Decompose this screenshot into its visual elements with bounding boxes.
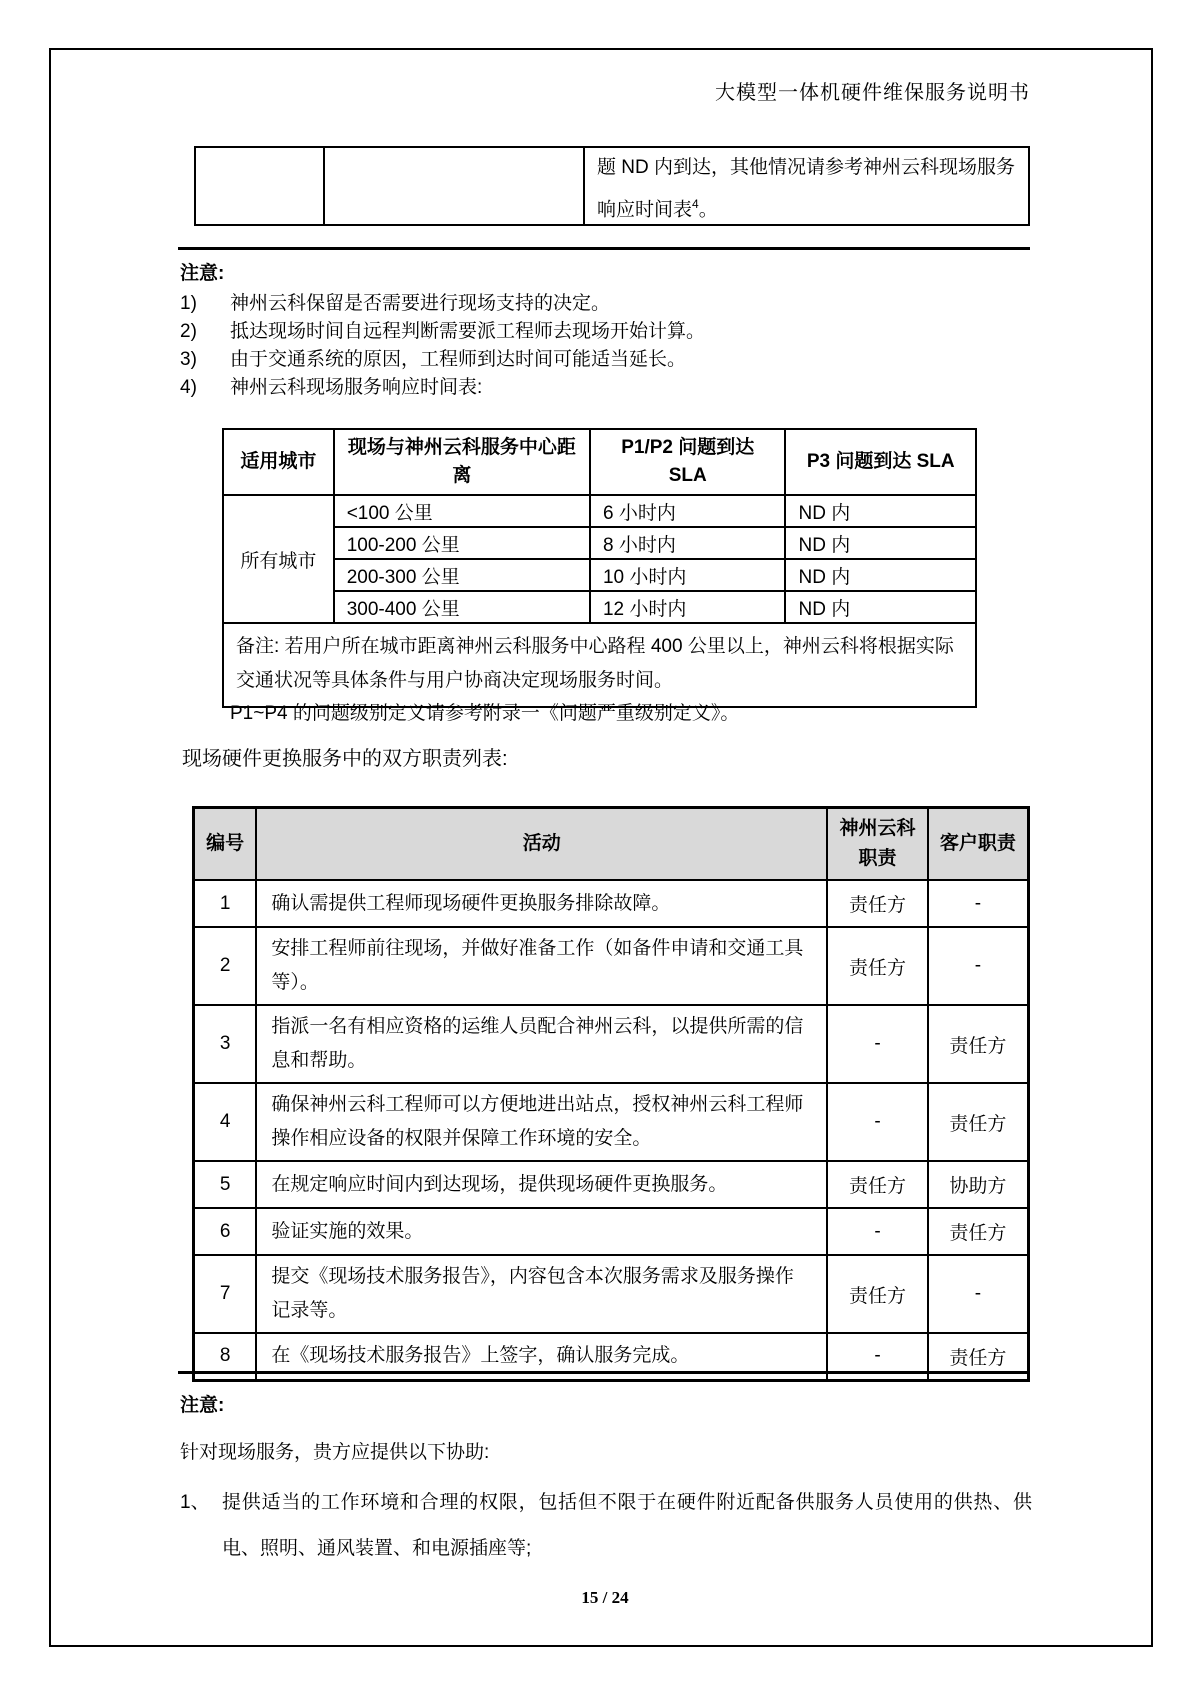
footnote-ref: 4	[692, 197, 699, 211]
severity-definition-note: P1~P4 的问题级别定义请参考附录一《问题严重级别定义》。	[230, 703, 740, 724]
cell-p12: 8 小时内	[590, 527, 786, 559]
sla-response-time-table	[222, 428, 977, 708]
header-no: 编号	[194, 808, 257, 881]
table-cell-empty	[325, 148, 585, 224]
table-cell-empty	[196, 148, 325, 224]
cell-no: 3	[194, 1005, 257, 1083]
table-row	[194, 1083, 1029, 1161]
section-divider	[178, 247, 1030, 250]
table-header-row	[194, 808, 1029, 881]
section-divider	[178, 1371, 1030, 1374]
table-row	[223, 591, 976, 623]
responsibilities-table	[192, 806, 1030, 1382]
cell-customer: 协助方	[928, 1161, 1029, 1208]
list-marker: 3)	[180, 349, 197, 370]
table-row	[194, 1005, 1029, 1083]
notes-bottom-intro: 针对现场服务，贵方应提供以下协助:	[180, 1442, 490, 1463]
footer-current-page: 15	[581, 1588, 599, 1607]
cell-p3: ND 内	[785, 527, 976, 559]
cell-no: 6	[194, 1208, 257, 1255]
list-text: 提供适当的工作环境和合理的权限，包括但不限于在硬件附近配备供服务人员使用的供热、供电、照明、通风装置、和电源插座等;	[222, 1492, 1032, 1559]
list-marker: 4)	[180, 377, 197, 398]
cell-customer: 责任方	[928, 1005, 1029, 1083]
cell-p3: ND 内	[785, 559, 976, 591]
section-title: 现场硬件更换服务中的双方职责列表:	[182, 748, 508, 770]
header-p12-sla: P1/P2 问题到达 SLA	[590, 429, 786, 495]
cell-vendor: -	[827, 1333, 928, 1380]
note-item	[180, 346, 686, 374]
fragment-suffix: 。	[698, 199, 718, 221]
list-text: 神州云科保留是否需要进行现场支持的决定。	[230, 293, 611, 314]
note-item	[180, 1480, 1032, 1572]
cell-distance: 200-300 公里	[334, 559, 590, 591]
header-activity: 活动	[256, 808, 827, 881]
table-row	[194, 1161, 1029, 1208]
cell-no: 5	[194, 1161, 257, 1208]
cell-vendor: -	[827, 1208, 928, 1255]
cell-activity: 安排工程师前往现场，并做好准备工作（如备件申请和交通工具等）。	[256, 927, 827, 1005]
carryover-table-fragment	[194, 146, 1030, 226]
header-distance: 现场与神州云科服务中心距离	[334, 429, 590, 495]
list-text: 抵达现场时间自远程判断需要派工程师去现场开始计算。	[230, 321, 706, 342]
cell-city: 所有城市	[223, 495, 334, 623]
cell-customer: -	[928, 927, 1029, 1005]
cell-customer: 责任方	[928, 1333, 1029, 1380]
document-header-title: 大模型一体机硬件维保服务说明书	[715, 82, 1030, 104]
cell-activity: 提交《现场技术服务报告》，内容包含本次服务需求及服务操作记录等。	[256, 1255, 827, 1333]
notes-bottom-label: 注意:	[180, 1395, 225, 1416]
table-remark-row	[223, 623, 976, 707]
cell-activity: 确保神州云科工程师可以方便地进出站点，授权神州云科工程师操作相应设备的权限并保障工作环境的安全。	[256, 1083, 827, 1161]
cell-customer: 责任方	[928, 1083, 1029, 1161]
header-city: 适用城市	[223, 429, 334, 495]
list-marker: 2)	[180, 321, 197, 342]
footer-total-pages: 24	[611, 1588, 629, 1607]
cell-no: 2	[194, 927, 257, 1005]
note-item	[180, 318, 705, 346]
header-vendor-duty: 神州云科职责	[827, 808, 928, 881]
cell-activity: 确认需提供工程师现场硬件更换服务排除故障。	[256, 880, 827, 927]
fragment-text: 题 ND 内到达，其他情况请参考神州云科现场服务响应时间表	[597, 157, 1016, 221]
cell-vendor: 责任方	[827, 1255, 928, 1333]
header-p3-sla: P3 问题到达 SLA	[785, 429, 976, 495]
footer-separator: /	[602, 1588, 608, 1607]
notes-top-label: 注意:	[180, 263, 225, 284]
note-item	[180, 374, 482, 402]
table-header-row	[223, 429, 976, 495]
header-customer-duty: 客户职责	[928, 808, 1029, 881]
cell-vendor: -	[827, 1083, 928, 1161]
table-row	[194, 1208, 1029, 1255]
cell-vendor: 责任方	[827, 1161, 928, 1208]
list-text: 神州云科现场服务响应时间表:	[230, 377, 483, 398]
cell-customer: -	[928, 1255, 1029, 1333]
cell-no: 7	[194, 1255, 257, 1333]
cell-p12: 6 小时内	[590, 495, 786, 527]
cell-no: 8	[194, 1333, 257, 1380]
list-text: 由于交通系统的原因，工程师到达时间可能适当延长。	[230, 349, 687, 370]
cell-vendor: 责任方	[827, 880, 928, 927]
cell-no: 4	[194, 1083, 257, 1161]
cell-activity: 指派一名有相应资格的运维人员配合神州云科，以提供所需的信息和帮助。	[256, 1005, 827, 1083]
cell-remark: 备注: 若用户所在城市距离神州云科服务中心路程 400 公里以上，神州云科将根据实际交通状况等具体条件与用户协商决定现场服务时间。	[223, 623, 976, 707]
cell-activity: 在规定响应时间内到达现场，提供现场硬件更换服务。	[256, 1161, 827, 1208]
table-row	[223, 495, 976, 527]
list-marker: 1)	[180, 293, 197, 314]
table-cell-text	[585, 148, 1028, 224]
cell-vendor: 责任方	[827, 927, 928, 1005]
cell-p12: 10 小时内	[590, 559, 786, 591]
cell-distance: 300-400 公里	[334, 591, 590, 623]
cell-p3: ND 内	[785, 495, 976, 527]
cell-p12: 12 小时内	[590, 591, 786, 623]
table-row	[223, 559, 976, 591]
cell-distance: <100 公里	[334, 495, 590, 527]
table-row	[223, 527, 976, 559]
cell-distance: 100-200 公里	[334, 527, 590, 559]
cell-customer: 责任方	[928, 1208, 1029, 1255]
cell-customer: -	[928, 880, 1029, 927]
cell-activity: 在《现场技术服务报告》上签字，确认服务完成。	[256, 1333, 827, 1380]
list-marker: 1、	[180, 1492, 210, 1513]
cell-no: 1	[194, 880, 257, 927]
cell-p3: ND 内	[785, 591, 976, 623]
note-item	[180, 290, 610, 318]
table-row	[194, 1255, 1029, 1333]
cell-activity: 验证实施的效果。	[256, 1208, 827, 1255]
page-footer	[180, 1588, 1030, 1608]
cell-vendor: -	[827, 1005, 928, 1083]
table-row	[194, 880, 1029, 927]
table-row	[194, 927, 1029, 1005]
